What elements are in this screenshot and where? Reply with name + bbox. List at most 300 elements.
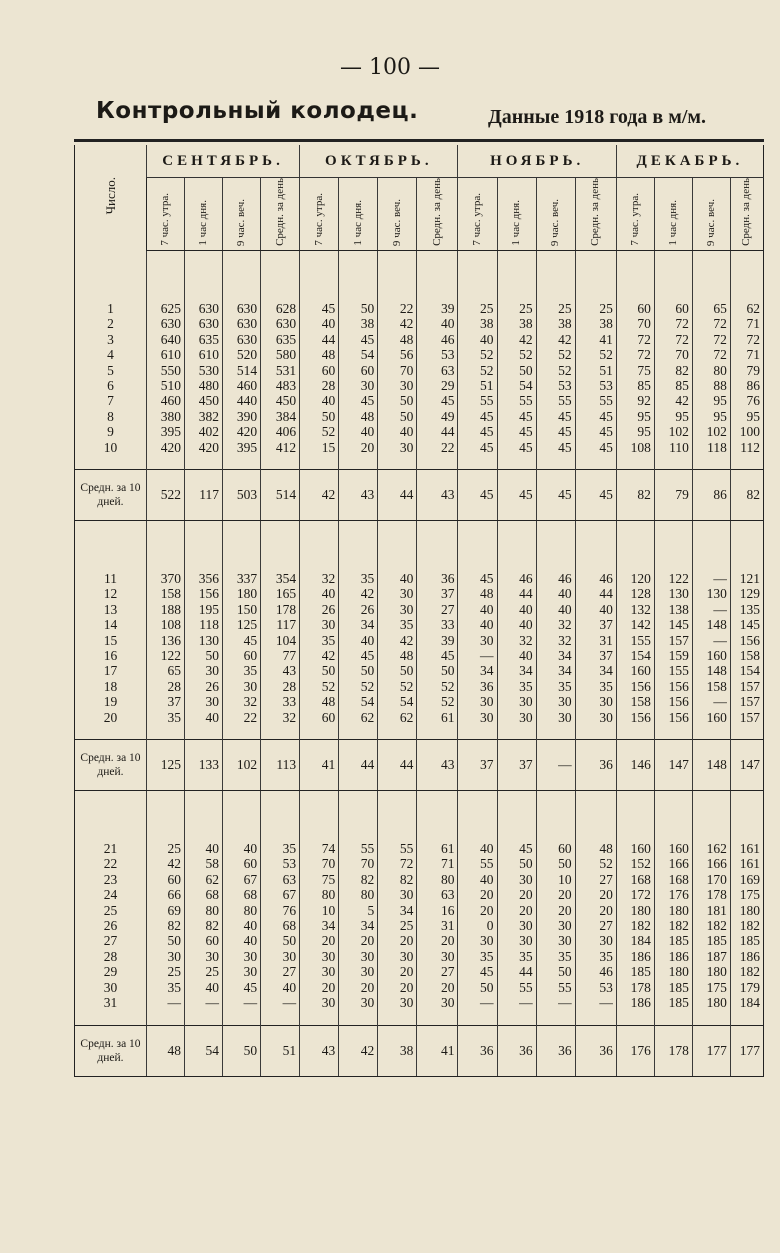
table-cell: 30 — [536, 918, 575, 933]
table-cell: 30 — [339, 378, 378, 393]
table-cell: 44 — [497, 586, 536, 601]
table-cell: 30 — [378, 949, 417, 964]
table-cell: 179 — [730, 980, 763, 995]
average-cell: 522 — [146, 469, 184, 520]
table-cell: 160 — [692, 710, 730, 740]
table-cell: 30 — [378, 995, 417, 1025]
table-cell: 156 — [654, 694, 692, 709]
table-cell: 50 — [339, 663, 378, 678]
table-cell: — — [146, 995, 184, 1025]
table-cell: — — [575, 995, 616, 1025]
table-cell: 28 — [146, 679, 184, 694]
table-cell: 35 — [146, 980, 184, 995]
column-subheader: 9 час. веч. — [536, 178, 575, 251]
table-row — [75, 633, 764, 648]
table-cell: 52 — [417, 694, 458, 709]
table-cell: 40 — [536, 586, 575, 601]
table-cell: 20 — [339, 933, 378, 948]
table-cell: 20 — [378, 933, 417, 948]
average-cell: 48 — [146, 1025, 184, 1076]
table-cell: 60 — [223, 648, 261, 663]
average-cell: 42 — [300, 469, 339, 520]
table-cell: 155 — [616, 633, 654, 648]
table-cell: 44 — [300, 332, 339, 347]
table-cell: 20 — [339, 440, 378, 470]
table-cell: 188 — [146, 602, 184, 617]
table-cell: 30 — [185, 663, 223, 678]
table-cell: 20 — [497, 887, 536, 902]
table-cell: 52 — [300, 424, 339, 439]
table-cell: — — [458, 995, 497, 1025]
measurement-table — [74, 145, 764, 1077]
table-cell: 30 — [223, 964, 261, 979]
table-row — [75, 679, 764, 694]
table-cell: 125 — [223, 617, 261, 632]
table-cell: 72 — [378, 856, 417, 871]
table-cell: 54 — [339, 694, 378, 709]
table-row — [75, 980, 764, 995]
table-cell: 195 — [185, 602, 223, 617]
column-subheader: 7 час. утра. — [616, 178, 654, 251]
table-cell: 30 — [497, 694, 536, 709]
table-cell: 62 — [185, 872, 223, 887]
table-cell: 46 — [417, 332, 458, 347]
table-cell: 130 — [654, 586, 692, 601]
table-cell: 34 — [339, 617, 378, 632]
table-cell: 169 — [730, 872, 763, 887]
table-cell: 380 — [146, 409, 184, 424]
table-cell: 182 — [654, 918, 692, 933]
table-cell: 20 — [497, 903, 536, 918]
month-header: СЕНТЯБРЬ. — [146, 145, 299, 178]
column-subheader: 7 час. утра. — [146, 178, 184, 251]
spacer-row — [75, 250, 764, 301]
table-cell: 157 — [730, 710, 763, 740]
table-cell: 178 — [616, 980, 654, 995]
average-cell: 37 — [458, 740, 497, 791]
day-column-header: Число. — [75, 145, 147, 250]
table-cell: 108 — [616, 440, 654, 470]
table-cell: 68 — [223, 887, 261, 902]
table-cell: 35 — [536, 679, 575, 694]
table-cell: 30 — [536, 710, 575, 740]
table-row — [75, 617, 764, 632]
table-cell: 52 — [536, 347, 575, 362]
table-row — [75, 424, 764, 439]
average-cell: 45 — [497, 469, 536, 520]
day-number: 26 — [75, 918, 147, 933]
table-cell: 182 — [730, 918, 763, 933]
table-cell: 52 — [378, 679, 417, 694]
table-cell: 52 — [497, 347, 536, 362]
day-number: 3 — [75, 332, 147, 347]
table-cell: 118 — [692, 440, 730, 470]
average-cell: — — [536, 740, 575, 791]
table-cell: 82 — [339, 872, 378, 887]
table-cell: 40 — [300, 316, 339, 331]
table-cell: 45 — [223, 633, 261, 648]
table-row — [75, 887, 764, 902]
table-row — [75, 918, 764, 933]
table-row — [75, 933, 764, 948]
table-cell: 60 — [146, 872, 184, 887]
table-cell: 182 — [616, 918, 654, 933]
table-cell: 160 — [616, 841, 654, 856]
table-cell: 45 — [575, 424, 616, 439]
table-cell: 157 — [730, 679, 763, 694]
table-cell: 68 — [185, 887, 223, 902]
table-cell: 40 — [261, 980, 300, 995]
table-cell: 50 — [458, 980, 497, 995]
table-cell: 35 — [458, 949, 497, 964]
day-number: 8 — [75, 409, 147, 424]
table-cell: 160 — [616, 663, 654, 678]
average-cell: 177 — [730, 1025, 763, 1076]
day-number: 24 — [75, 887, 147, 902]
table-cell: 30 — [300, 995, 339, 1025]
day-number: 5 — [75, 363, 147, 378]
table-cell: 384 — [261, 409, 300, 424]
table-cell: 50 — [378, 663, 417, 678]
table-cell: 382 — [185, 409, 223, 424]
day-number: 2 — [75, 316, 147, 331]
table-cell: 25 — [146, 964, 184, 979]
table-cell: 170 — [692, 872, 730, 887]
table-cell: 531 — [261, 363, 300, 378]
table-cell: 72 — [654, 332, 692, 347]
table-cell: 50 — [185, 648, 223, 663]
average-cell: 148 — [692, 740, 730, 791]
table-cell: 55 — [339, 841, 378, 856]
table-cell: 395 — [223, 440, 261, 470]
table-cell: 142 — [616, 617, 654, 632]
table-cell: 390 — [223, 409, 261, 424]
average-cell: 147 — [730, 740, 763, 791]
table-cell: 37 — [575, 617, 616, 632]
table-cell: 184 — [616, 933, 654, 948]
table-cell: 20 — [536, 887, 575, 902]
table-row — [75, 841, 764, 856]
average-cell: 176 — [616, 1025, 654, 1076]
table-cell: 30 — [339, 949, 378, 964]
table-cell: 356 — [185, 571, 223, 586]
table-cell: 30 — [339, 964, 378, 979]
table-cell: 42 — [536, 332, 575, 347]
table-cell: 550 — [146, 363, 184, 378]
table-cell: 38 — [458, 316, 497, 331]
table-cell: 155 — [654, 663, 692, 678]
table-cell: 71 — [417, 856, 458, 871]
table-cell: 406 — [261, 424, 300, 439]
table-cell: 39 — [417, 301, 458, 316]
table-cell: 40 — [223, 841, 261, 856]
table-cell: 29 — [417, 378, 458, 393]
table-cell: 53 — [536, 378, 575, 393]
table-cell: 48 — [458, 586, 497, 601]
table-cell: 52 — [458, 347, 497, 362]
table-cell: 55 — [458, 393, 497, 408]
average-cell: 36 — [575, 740, 616, 791]
day-number: 14 — [75, 617, 147, 632]
table-cell: 95 — [692, 409, 730, 424]
table-cell: 42 — [654, 393, 692, 408]
table-cell: 60 — [339, 363, 378, 378]
table-cell: 45 — [339, 332, 378, 347]
table-cell: 40 — [185, 841, 223, 856]
table-cell: 92 — [616, 393, 654, 408]
table-cell: 42 — [339, 586, 378, 601]
table-cell: 60 — [536, 841, 575, 856]
average-cell: 51 — [261, 1025, 300, 1076]
table-row — [75, 409, 764, 424]
table-cell: 150 — [223, 602, 261, 617]
table-cell: 40 — [575, 602, 616, 617]
table-cell: 112 — [730, 440, 763, 470]
table-cell: 33 — [417, 617, 458, 632]
average-cell: 79 — [654, 469, 692, 520]
table-cell: 30 — [378, 602, 417, 617]
table-cell: 55 — [536, 980, 575, 995]
table-cell: 186 — [654, 949, 692, 964]
day-number: 29 — [75, 964, 147, 979]
table-cell: 625 — [146, 301, 184, 316]
table-cell: 27 — [575, 918, 616, 933]
table-cell: 55 — [536, 393, 575, 408]
table-cell: 186 — [616, 995, 654, 1025]
table-cell: 136 — [146, 633, 184, 648]
table-cell: 118 — [185, 617, 223, 632]
table-cell: 182 — [730, 964, 763, 979]
table-cell: 66 — [146, 887, 184, 902]
average-cell: 147 — [654, 740, 692, 791]
month-header: НОЯБРЬ. — [458, 145, 616, 178]
table-cell: — — [497, 995, 536, 1025]
table-cell: 60 — [185, 933, 223, 948]
table-cell: 370 — [146, 571, 184, 586]
table-cell: 22 — [417, 440, 458, 470]
table-cell: 184 — [730, 995, 763, 1025]
table-row — [75, 964, 764, 979]
column-subheader: Средн. за день — [417, 178, 458, 251]
table-cell: 20 — [300, 980, 339, 995]
table-cell: 40 — [223, 933, 261, 948]
table-cell: 40 — [458, 602, 497, 617]
table-cell: 35 — [575, 949, 616, 964]
table-cell: 42 — [497, 332, 536, 347]
table-cell: 32 — [536, 617, 575, 632]
table-cell: 30 — [185, 949, 223, 964]
average-cell: 41 — [417, 1025, 458, 1076]
table-cell: 55 — [378, 841, 417, 856]
average-cell: 503 — [223, 469, 261, 520]
table-cell: 36 — [417, 571, 458, 586]
table-cell: 166 — [654, 856, 692, 871]
column-subheader: 1 час дня. — [339, 178, 378, 251]
table-cell: 50 — [378, 409, 417, 424]
page-subtitle: Данные 1918 года в м/м. — [488, 106, 707, 128]
table-cell: 50 — [417, 663, 458, 678]
day-number: 11 — [75, 571, 147, 586]
table-cell: 95 — [616, 424, 654, 439]
table-cell: 35 — [300, 633, 339, 648]
day-number: 15 — [75, 633, 147, 648]
table-cell: 65 — [146, 663, 184, 678]
table-cell: 52 — [536, 363, 575, 378]
day-number: 7 — [75, 393, 147, 408]
table-cell: 69 — [146, 903, 184, 918]
day-number: 22 — [75, 856, 147, 871]
table-cell: 32 — [261, 710, 300, 740]
table-cell: 35 — [223, 663, 261, 678]
table-cell: 30 — [378, 440, 417, 470]
table-cell: 180 — [692, 995, 730, 1025]
table-cell: — — [458, 648, 497, 663]
table-cell: 72 — [616, 332, 654, 347]
table-cell: 79 — [730, 363, 763, 378]
table-cell: 185 — [654, 980, 692, 995]
table-cell: 86 — [730, 378, 763, 393]
table-cell: 156 — [185, 586, 223, 601]
table-cell: 630 — [223, 332, 261, 347]
table-cell: 54 — [378, 694, 417, 709]
table-cell: 165 — [261, 586, 300, 601]
day-number: 10 — [75, 440, 147, 470]
table-cell: 72 — [730, 332, 763, 347]
table-cell: 82 — [654, 363, 692, 378]
table-cell: 120 — [616, 571, 654, 586]
table-row — [75, 663, 764, 678]
table-cell: 630 — [185, 301, 223, 316]
table-cell: 630 — [223, 316, 261, 331]
table-cell: 30 — [300, 949, 339, 964]
column-subheader: 7 час. утра. — [300, 178, 339, 251]
table-cell: 156 — [730, 633, 763, 648]
average-label: Средн. за 10 дней. — [75, 1025, 147, 1076]
table-cell: 30 — [575, 694, 616, 709]
table-cell: 27 — [417, 602, 458, 617]
table-cell: — — [185, 995, 223, 1025]
table-cell: 40 — [497, 648, 536, 663]
table-cell: 20 — [575, 887, 616, 902]
average-cell: 178 — [654, 1025, 692, 1076]
average-row — [75, 1025, 764, 1076]
table-cell: 82 — [185, 918, 223, 933]
day-number: 31 — [75, 995, 147, 1025]
table-cell: 172 — [616, 887, 654, 902]
table-cell: 40 — [497, 602, 536, 617]
table-cell: 35 — [497, 679, 536, 694]
table-cell: 95 — [616, 409, 654, 424]
table-cell: 108 — [146, 617, 184, 632]
table-cell: 30 — [417, 995, 458, 1025]
table-cell: 180 — [730, 903, 763, 918]
table-cell: 37 — [575, 648, 616, 663]
table-cell: 20 — [417, 980, 458, 995]
table-cell: 48 — [575, 841, 616, 856]
table-cell: 48 — [378, 648, 417, 663]
table-cell: 25 — [146, 841, 184, 856]
table-cell: 154 — [730, 663, 763, 678]
table-cell: 168 — [616, 872, 654, 887]
table-cell: 40 — [300, 586, 339, 601]
table-cell: 185 — [654, 933, 692, 948]
table-cell: 42 — [146, 856, 184, 871]
column-subheader: 9 час. веч. — [378, 178, 417, 251]
table-cell: 45 — [458, 571, 497, 586]
table-cell: 34 — [575, 663, 616, 678]
table-cell: 610 — [185, 347, 223, 362]
table-cell: 20 — [300, 933, 339, 948]
table-cell: 145 — [730, 617, 763, 632]
table-cell: 35 — [261, 841, 300, 856]
table-cell: 630 — [261, 316, 300, 331]
table-cell: 45 — [497, 409, 536, 424]
table-cell: 514 — [223, 363, 261, 378]
table-cell: 50 — [536, 856, 575, 871]
table-cell: 26 — [185, 679, 223, 694]
table-cell: 35 — [536, 949, 575, 964]
table-cell: 450 — [261, 393, 300, 408]
table-cell: 28 — [261, 679, 300, 694]
month-header: ДЕКАБРЬ. — [616, 145, 763, 178]
table-cell: 38 — [339, 316, 378, 331]
table-cell: 80 — [223, 903, 261, 918]
table-cell: 152 — [616, 856, 654, 871]
table-cell: 45 — [223, 980, 261, 995]
table-cell: 402 — [185, 424, 223, 439]
day-number: 19 — [75, 694, 147, 709]
column-subheader: 9 час. веч. — [692, 178, 730, 251]
month-header: ОКТЯБРЬ. — [300, 145, 458, 178]
table-cell: 30 — [458, 633, 497, 648]
table-cell: 37 — [146, 694, 184, 709]
table-cell: 44 — [417, 424, 458, 439]
table-cell: 15 — [300, 440, 339, 470]
table-cell: 100 — [730, 424, 763, 439]
table-row — [75, 602, 764, 617]
table-cell: 40 — [497, 617, 536, 632]
table-cell: 25 — [575, 301, 616, 316]
table-cell: 30 — [378, 586, 417, 601]
table-cell: 175 — [730, 887, 763, 902]
table-cell: 160 — [654, 841, 692, 856]
table-cell: 40 — [536, 602, 575, 617]
table-cell: 76 — [261, 903, 300, 918]
table-cell: 38 — [497, 316, 536, 331]
table-cell: 31 — [575, 633, 616, 648]
table-cell: 34 — [497, 663, 536, 678]
table-cell: 22 — [223, 710, 261, 740]
table-cell: 40 — [223, 918, 261, 933]
table-cell: 75 — [300, 872, 339, 887]
table-cell: 45 — [497, 841, 536, 856]
table-cell: 53 — [575, 378, 616, 393]
table-cell: 40 — [300, 393, 339, 408]
table-cell: 20 — [378, 980, 417, 995]
table-cell: 34 — [339, 918, 378, 933]
day-number: 1 — [75, 301, 147, 316]
average-label: Средн. за 10 дней. — [75, 469, 147, 520]
table-cell: 104 — [261, 633, 300, 648]
table-cell: 450 — [185, 393, 223, 408]
table-cell: 70 — [378, 363, 417, 378]
average-label: Средн. за 10 дней. — [75, 740, 147, 791]
table-cell: 45 — [458, 964, 497, 979]
table-cell: 180 — [692, 964, 730, 979]
table-cell: 72 — [692, 347, 730, 362]
table-cell: 85 — [616, 378, 654, 393]
table-cell: 26 — [300, 602, 339, 617]
